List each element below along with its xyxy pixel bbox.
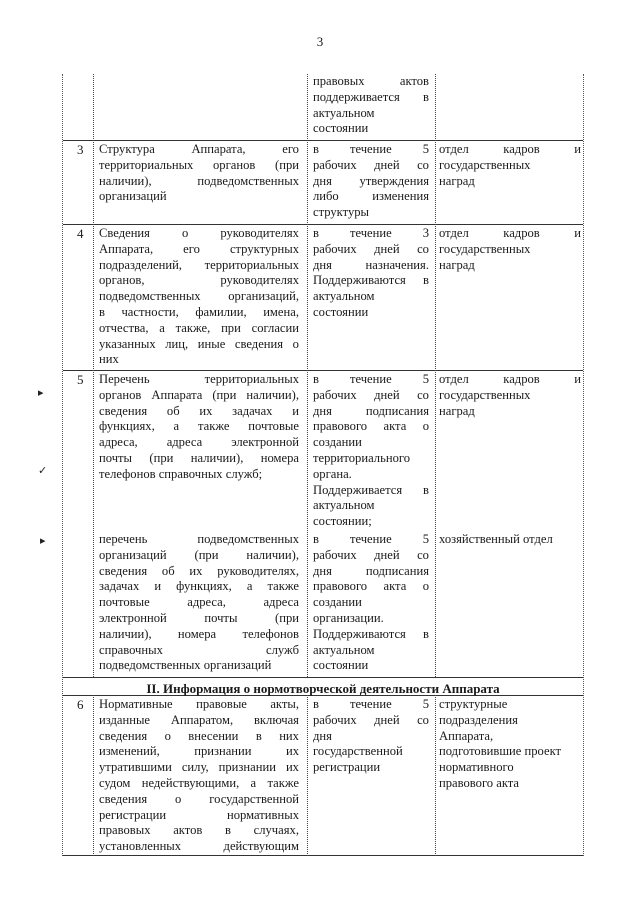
text-line: правовых актов	[313, 74, 429, 88]
text-line: наград	[439, 173, 475, 188]
text-line: дня назначения.	[313, 257, 429, 272]
text-line: либо изменения	[313, 189, 429, 204]
text-line: дня подписания	[313, 403, 429, 418]
row-content	[99, 142, 299, 205]
text-line: правового акта о	[313, 579, 429, 594]
row-number: 4	[77, 226, 84, 241]
text-line: структуры	[313, 205, 370, 220]
table-column-divider	[93, 74, 94, 677]
scan-mark: ▸	[40, 535, 46, 547]
row-responsible	[439, 142, 581, 189]
top-fragment-periodicity	[313, 74, 429, 137]
text-line: наличии), подведомственных	[99, 173, 299, 188]
text-line: состоянии	[313, 121, 369, 136]
text-line: изменений, признании их	[99, 744, 299, 759]
text-line: подготовившие проект	[439, 744, 562, 759]
text-line: рабочих дней со	[313, 712, 429, 727]
text-line: хозяйственный отдел	[439, 532, 553, 546]
text-line: в частности, фамилии, имена,	[99, 304, 299, 319]
text-line: состоянии	[313, 658, 369, 673]
text-line: установленных действующим	[99, 839, 299, 854]
text-line: организаций	[99, 189, 167, 204]
text-line: регистрации	[313, 760, 381, 775]
text-line: сведения об их задачах и	[99, 403, 299, 418]
table-column-divider	[93, 695, 94, 856]
text-line: телефонов справочных служб;	[99, 466, 263, 481]
text-line: них	[99, 352, 119, 367]
text-line: государственной	[313, 744, 403, 759]
text-line: государственных	[439, 241, 531, 256]
text-line: подразделений, территориальных	[99, 257, 299, 272]
table-column-divider	[435, 74, 436, 677]
text-line: наличии), номера телефонов	[99, 626, 299, 641]
text-line: наград	[439, 257, 475, 272]
text-line: Структура Аппарата, его	[99, 142, 299, 156]
row-periodicity	[313, 226, 429, 321]
text-line: Аппарата, его структурных	[99, 241, 299, 256]
text-line: создании	[313, 435, 362, 450]
text-line: рабочих дней со	[313, 547, 429, 562]
text-line: отдел кадров и	[439, 142, 581, 156]
text-line: подразделения	[439, 712, 518, 727]
text-line: Перечень территориальных	[99, 372, 299, 386]
row-content	[99, 532, 299, 674]
section-heading: II. Информация о нормотворческой деятельности Аппарата	[146, 681, 500, 696]
text-line: электронной почты (при	[99, 610, 299, 625]
table-row-divider	[63, 224, 583, 225]
text-line: сведения о государственной	[99, 791, 299, 806]
text-line: государственных	[439, 157, 531, 172]
text-line: утратившими силу, признании их	[99, 760, 299, 775]
text-line: поддерживается в	[313, 89, 429, 104]
row-periodicity	[313, 697, 429, 776]
row-number: 6	[77, 697, 84, 712]
text-line: указанных лиц, иные сведения о	[99, 336, 299, 351]
text-line: правового акта о	[313, 419, 429, 434]
text-line: наград	[439, 403, 475, 418]
text-line: актуальном	[313, 105, 375, 120]
text-line: судом недействующими, а также	[99, 775, 299, 790]
document-table	[62, 74, 584, 856]
table-row-divider	[63, 140, 583, 141]
text-line: регистрации нормативных	[99, 807, 299, 822]
text-line: отдел кадров и	[439, 226, 581, 240]
row-responsible	[439, 697, 581, 792]
row-responsible	[439, 532, 581, 548]
text-line: актуальном	[313, 289, 375, 304]
text-line: отчества, а также, при согласии	[99, 320, 299, 335]
row-responsible	[439, 372, 581, 419]
text-line: в течение 5	[313, 372, 429, 386]
text-line: органов Аппарата (при наличии),	[99, 387, 299, 402]
table-column-divider	[435, 695, 436, 856]
text-line: задачах и функциях, а также	[99, 579, 299, 594]
text-line: в течение 5	[313, 697, 429, 711]
text-line: Поддерживаются в	[313, 273, 429, 288]
row-periodicity	[313, 532, 429, 674]
row-content	[99, 697, 299, 855]
text-line: в течение 5	[313, 532, 429, 546]
text-line: сведения о внесении в них	[99, 728, 299, 743]
text-line: дня	[313, 728, 332, 743]
text-line: состоянии;	[313, 514, 372, 529]
text-line: правовых актов в случаях,	[99, 823, 299, 838]
table-column-divider	[307, 74, 308, 677]
row-responsible	[439, 226, 581, 273]
text-line: рабочих дней со	[313, 157, 429, 172]
table-row-divider	[63, 855, 583, 856]
table-row-divider	[63, 677, 583, 678]
row-periodicity	[313, 142, 429, 221]
row-periodicity	[313, 372, 429, 530]
page-number: 3	[316, 34, 324, 49]
text-line: в течение 5	[313, 142, 429, 156]
text-line: дня утверждения	[313, 173, 429, 188]
text-line: адреса, адреса электронной	[99, 435, 299, 450]
text-line: актуальном	[313, 642, 375, 657]
text-line: сведения об их руководителях,	[99, 563, 299, 578]
text-line: Нормативные правовые акты,	[99, 697, 299, 711]
text-line: правового акта	[439, 775, 520, 790]
text-line: отдел кадров и	[439, 372, 581, 386]
text-line: государственных	[439, 387, 531, 402]
row-number: 5	[77, 372, 84, 387]
text-line: Сведения о руководителях	[99, 226, 299, 240]
text-line: создании	[313, 595, 362, 610]
row-content	[99, 226, 299, 368]
text-line: Поддерживаются в	[313, 626, 429, 641]
text-line: организаций (при наличии),	[99, 547, 299, 562]
text-line: почты (при наличии), номера	[99, 450, 299, 465]
text-line: дня подписания	[313, 563, 429, 578]
text-line: подведомственных организаций,	[99, 289, 299, 304]
text-line: территориального	[313, 450, 411, 465]
text-line: в течение 3	[313, 226, 429, 240]
text-line: Поддерживается в	[313, 482, 429, 497]
text-line: подведомственных организаций	[99, 658, 272, 673]
text-line: организации.	[313, 610, 384, 625]
scan-mark: ▸	[38, 387, 44, 399]
row-number: 3	[77, 142, 84, 157]
text-line: органов, руководителях	[99, 273, 299, 288]
text-line: рабочих дней со	[313, 241, 429, 256]
text-line: рабочих дней со	[313, 387, 429, 402]
row-content	[99, 372, 299, 483]
text-line: состоянии	[313, 304, 369, 319]
table-column-divider	[307, 695, 308, 856]
text-line: изданные Аппаратом, включая	[99, 712, 299, 727]
scan-mark: ✓	[38, 465, 48, 477]
text-line: органа.	[313, 466, 352, 481]
text-line: территориальных органов (при	[99, 157, 299, 172]
text-line: справочных служб	[99, 642, 299, 657]
text-line: актуальном	[313, 498, 375, 513]
text-line: почтовые адреса, адреса	[99, 595, 299, 610]
text-line: Аппарата,	[439, 728, 494, 743]
table-row-divider	[63, 370, 583, 371]
text-line: структурные	[439, 697, 508, 711]
text-line: нормативного	[439, 760, 514, 775]
text-line: перечень подведомственных	[99, 532, 299, 546]
text-line: функциях, а также почтовые	[99, 419, 299, 434]
